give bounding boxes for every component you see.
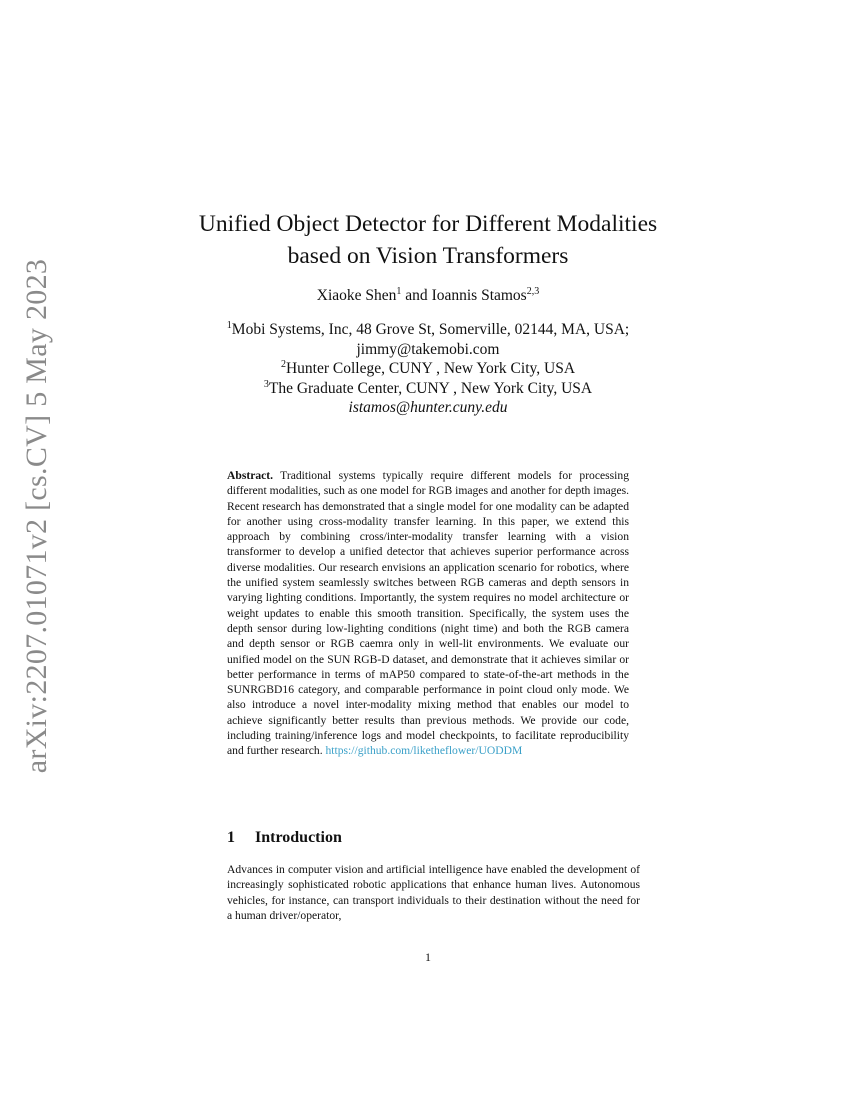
- author-affiliation-mark: 1: [396, 285, 402, 297]
- code-repository-link[interactable]: https://github.com/liketheflower/UODDM: [325, 744, 523, 758]
- affiliation-text: Hunter College, CUNY , New York City, USA: [285, 360, 576, 378]
- section-heading: [227, 828, 629, 848]
- affiliation-email: jimmy@takemobi.com: [356, 340, 500, 358]
- author-name: Ioannis Stamos: [431, 287, 527, 304]
- affiliation-text: Mobi Systems, Inc, 48 Grove St, Somerville, 02144, MA, USA;: [231, 321, 630, 338]
- abstract: [227, 468, 629, 759]
- arxiv-identifier: arXiv:2207.01071v2 [cs.CV] 5 May 2023: [20, 258, 53, 774]
- introduction-paragraph: Advances in computer vision and artificial intelligence have enabled the development of increasingly sophisticated robotic applications that enhance human lives. Autonomous vehicles, for instance, can transport individuals to their destination without the need for a human driver/operator,: [227, 863, 640, 922]
- affiliation-mark: 1: [226, 319, 232, 331]
- author-affiliation-mark: 2,3: [526, 285, 540, 297]
- affiliation-email: istamos@hunter.cuny.edu: [348, 399, 508, 417]
- affiliation-line: [170, 320, 686, 340]
- section-number: 1: [227, 829, 235, 846]
- paper-title: [170, 208, 686, 272]
- affiliation-line: [170, 359, 686, 379]
- title-line-1: Unified Object Detector for Different Modalities: [198, 211, 658, 237]
- title-line-2: based on Vision Transformers: [287, 243, 569, 269]
- author-name: Xiaoke Shen: [316, 287, 397, 304]
- author-conjunction: and: [401, 287, 432, 304]
- affiliation-line: [170, 379, 686, 399]
- abstract-label: Abstract.: [227, 469, 274, 482]
- section-title: Introduction: [255, 829, 342, 846]
- affiliation-mark: 3: [263, 378, 269, 390]
- affiliation-mark: 2: [280, 359, 286, 371]
- author-list: [170, 286, 686, 306]
- page-number: 1: [425, 950, 431, 964]
- affiliation-text: The Graduate Center, CUNY , New York City, USA: [268, 379, 593, 397]
- abstract-body: Traditional systems typically require different models for processing different modalities, such as one model for RGB images and another for depth images. Recent research has demonstrated that a single model for one modality can be adapted for another using cross-modality transfer learning. In this paper, we extend this approach by combining cross/inter-modality transfer learning with a vision transformer to develop a unified detector that achieves superior performance across diverse modalities. Our research envisions an application scenario for robotics, where the unified system seamlessly switches between RGB cameras and depth sensors in varying lighting conditions. Importantly, the system requires no model architecture or weight updates to enable this smooth transition. Specifically, the system uses the depth sensor during low-lighting conditions (night time) and both the RGB camera and depth sensor or RGB caemra only in well-lit environments. We evaluate our unified model on the SUN RGB-D dataset, and demonstrate that it achieves similar or better performance in terms of mAP50 compared to state-of-the-art methods in the SUNRGBD16 category, and comparable performance in point cloud only mode. We also introduce a novel inter-modality mixing method that enables our model to achieve significantly better results than previous methods. We provide our code, including training/inference logs and model checkpoints, to facilitate reproducibility and further research.: [227, 469, 629, 758]
- affiliations: [170, 320, 686, 418]
